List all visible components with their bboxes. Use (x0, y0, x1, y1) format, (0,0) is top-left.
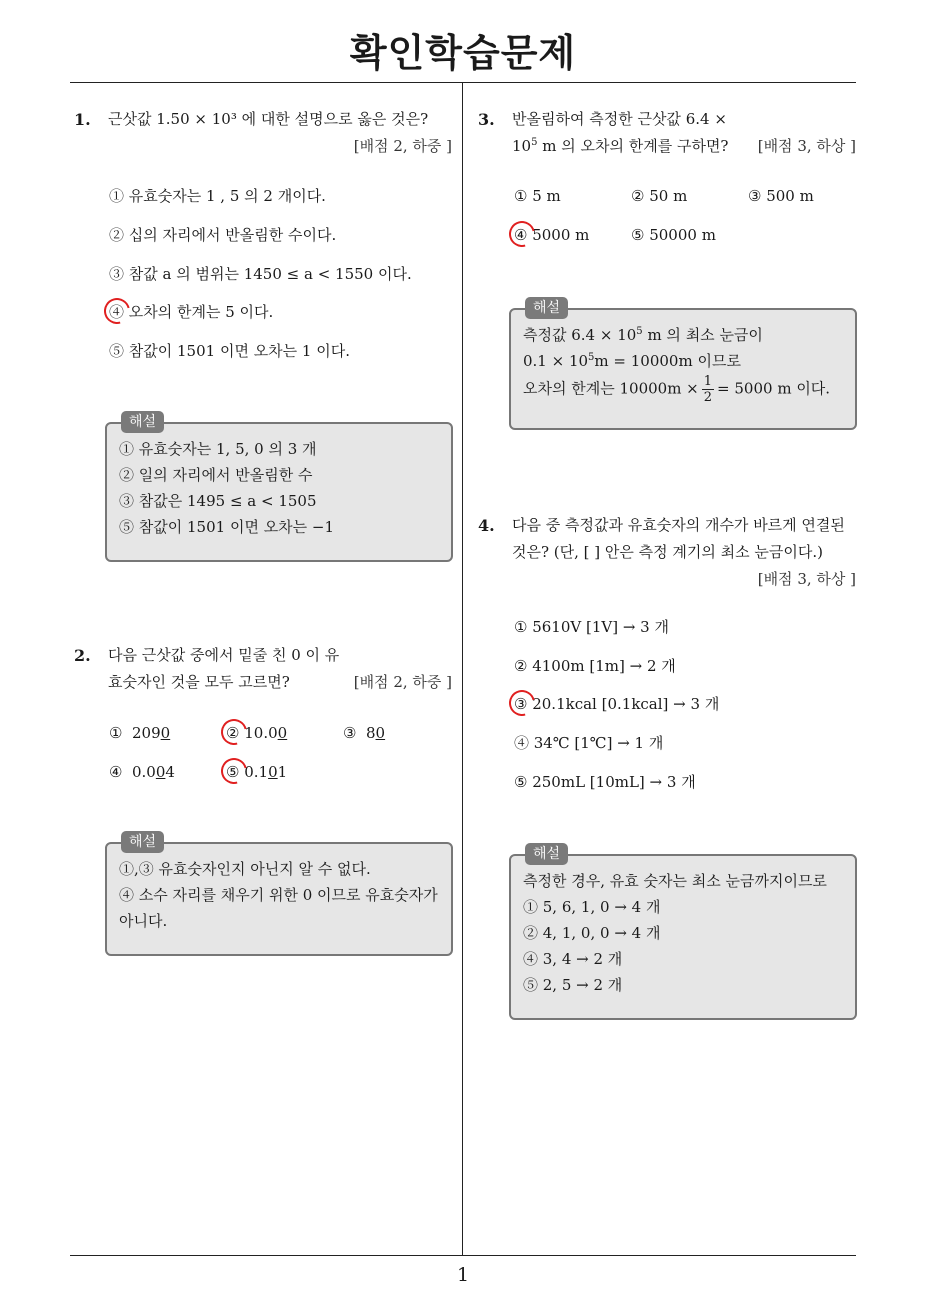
option-2[interactable]: ② 4100m [1m] → 2 개 (514, 657, 676, 675)
option-2[interactable]: ② 십의 자리에서 반올림한 수이다. (109, 226, 337, 244)
explanation-line: 측정한 경우, 유효 숫자는 최소 눈금까지이므로 (523, 872, 827, 890)
option-4[interactable]: ④ 0.004 (109, 763, 175, 781)
page-title: 확인학습문제 (349, 31, 577, 75)
column-divider (462, 83, 463, 1255)
question-1 (74, 106, 452, 160)
explanation-tag: 해설 (121, 831, 164, 853)
question-text: 근삿값 1.50 × 10³ 에 대한 설명으로 옳은 것은? (108, 110, 429, 128)
explanation-box (509, 300, 857, 430)
explanation-line: 측정값 $6.4 \times 10^5$ m 의 최소 눈금이 (523, 326, 763, 344)
explanation-line: ⑤ 2, 5 → 2 개 (523, 976, 623, 994)
explanation-box (105, 414, 453, 562)
question-number: 2. (74, 646, 91, 665)
explanation-line: ② 일의 자리에서 반올림한 수 (119, 466, 313, 484)
explanation-tag: 해설 (525, 843, 568, 865)
option-5[interactable]: ⑤ 50000 m (631, 226, 716, 244)
question-meta: [배점 2, 하중 ] (353, 673, 452, 691)
explanation-line: ①,③ 유효숫자인지 아닌지 알 수 없다. (119, 860, 371, 878)
question-text: 다음 중 측정값과 유효숫자의 개수가 바르게 연결된 것은? (단, [ ] 안은 측정 계기의 최소 눈금이다.) (512, 516, 845, 561)
explanation-line: ① 유효숫자는 1, 5, 0 의 3 개 (119, 440, 317, 458)
explanation-line: ③ 참값은 1495 ≤ a < 1505 (119, 492, 317, 510)
question-3 (478, 106, 856, 160)
option-5[interactable]: ⑤ 0.101 (226, 763, 288, 781)
option-3[interactable]: ③ 80 (343, 724, 386, 742)
option-2[interactable]: ② 50 m (631, 187, 688, 205)
bottom-rule (70, 1255, 856, 1256)
explanation-tag: 해설 (121, 411, 164, 433)
explanation-line: 오차의 한계는 10000m × $\frac{1}{2}$ = 5000 m 이다. (523, 374, 831, 405)
option-4[interactable]: ④ 오차의 한계는 5 이다. (109, 303, 274, 321)
explanation-line: ① 5, 6, 1, 0 → 4 개 (523, 898, 661, 916)
question-number: 3. (478, 110, 495, 129)
option-5[interactable]: ⑤ 250mL [10mL] → 3 개 (514, 773, 696, 791)
option-3[interactable]: ③ 500 m (748, 187, 814, 205)
option-4[interactable]: ④ 5000 m (514, 226, 590, 244)
option-3[interactable]: ③ 참값 a 의 범위는 1450 ≤ a < 1550 이다. (109, 265, 412, 283)
option-2[interactable]: ② 10.00 (226, 724, 288, 742)
option-3[interactable]: ③ 20.1kcal [0.1kcal] → 3 개 (514, 695, 720, 713)
explanation-box (509, 846, 857, 1020)
question-meta: [배점 2, 하중 ] (353, 137, 452, 155)
explanation-line: ⑤ 참값이 1501 이면 오차는 −1 (119, 518, 335, 536)
option-1[interactable]: ① 2090 (109, 724, 171, 742)
answer-mark-icon (216, 714, 252, 750)
top-rule (70, 82, 856, 83)
option-1[interactable]: ① 5 m (514, 187, 561, 205)
option-4[interactable]: ④ 34℃ [1℃] → 1 개 (514, 734, 664, 752)
explanation-tag: 해설 (525, 297, 568, 319)
answer-mark-icon (216, 753, 252, 789)
option-1[interactable]: ① 유효숫자는 1 , 5 의 2 개이다. (109, 187, 326, 205)
question-number: 4. (478, 516, 495, 535)
explanation-line: ② 4, 1, 0, 0 → 4 개 (523, 924, 661, 942)
explanation-line: ④ 소수 자리를 채우기 위한 0 이므로 유효숫자가 아니다. (119, 886, 438, 930)
question-text: 반올림하여 측정한 근삿값 $6.4 \times 10^5$ m 의 오차의 한계를 구하면? (512, 110, 729, 155)
fraction: $\frac{1}{2}$ (703, 374, 713, 405)
explanation-box (105, 834, 453, 956)
page-number: 1 (456, 1264, 470, 1286)
question-number: 1. (74, 110, 91, 129)
answer-mark-icon (504, 685, 540, 721)
option-1[interactable]: ① 5610V [1V] → 3 개 (514, 618, 669, 636)
question-meta: [배점 3, 하상 ] (757, 570, 856, 588)
option-5[interactable]: ⑤ 참값이 1501 이면 오차는 1 이다. (109, 342, 350, 360)
question-4 (478, 512, 856, 593)
question-text: 다음 근삿값 중에서 밑줄 친 0 이 유효숫자인 것을 모두 고르면? (108, 646, 340, 691)
explanation-line: ④ 3, 4 → 2 개 (523, 950, 623, 968)
answer-mark-icon (99, 293, 135, 329)
explanation-line: $0.1 \times 10^5m = 10000m$ 이므로 (523, 352, 741, 370)
answer-mark-icon (504, 216, 540, 252)
question-meta: [배점 3, 하상 ] (757, 137, 856, 155)
question-2 (74, 642, 452, 696)
